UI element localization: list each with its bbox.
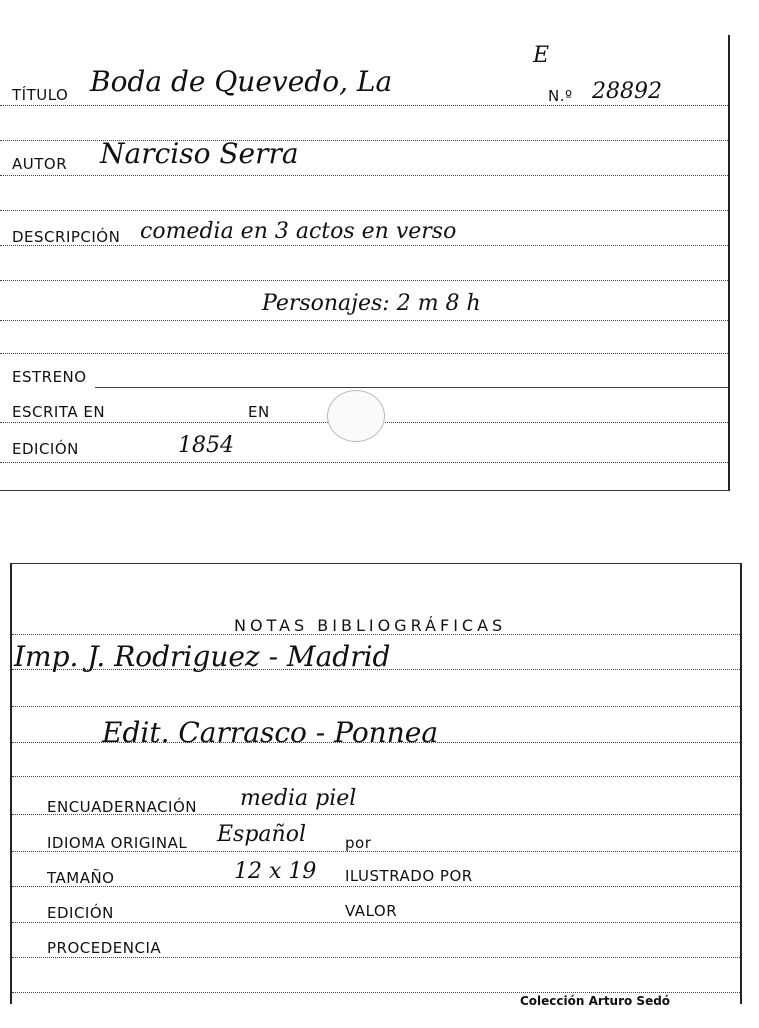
descripcion-value: comedia en 3 actos en verso <box>140 219 457 244</box>
encuadernacion-value: media piel <box>240 786 357 811</box>
numero-value: 28892 <box>592 79 662 104</box>
rule <box>95 387 728 388</box>
note-line-2: Edit. Carrasco - Ponnea <box>102 716 439 749</box>
collection-footer: Colección Arturo Sedó <box>520 994 671 1008</box>
en-label: EN <box>248 403 270 421</box>
encuadernacion-label: ENCUADERNACIÓN <box>47 798 198 816</box>
autor-value: Narciso Serra <box>100 137 299 170</box>
titulo-label: TÍTULO <box>12 86 69 104</box>
catalog-card-upper <box>0 35 730 491</box>
rule <box>12 922 740 923</box>
rule <box>0 353 728 354</box>
procedencia-label: PROCEDENCIA <box>47 939 162 957</box>
tamano-value: 12 x 19 <box>234 859 317 884</box>
edicion-value: 1854 <box>178 433 234 458</box>
idioma-label: IDIOMA ORIGINAL <box>47 834 188 852</box>
letter-mark: E <box>533 43 550 68</box>
rule <box>12 992 740 993</box>
rule <box>0 105 728 106</box>
por-label: por <box>345 834 372 852</box>
valor-label: VALOR <box>345 902 398 920</box>
tamano-label: TAMAÑO <box>47 869 115 887</box>
estreno-label: ESTRENO <box>12 368 87 386</box>
descripcion-label: DESCRIPCIÓN <box>12 228 121 246</box>
catalog-card-lower <box>10 563 742 1008</box>
idioma-value: Español <box>217 822 306 847</box>
rule <box>12 706 740 707</box>
ilustrado-label: ILUSTRADO POR <box>345 867 473 885</box>
escrita-label: ESCRITA EN <box>12 403 106 421</box>
rule <box>0 210 728 211</box>
rule <box>12 886 740 887</box>
rule <box>0 175 728 176</box>
rule <box>0 320 728 321</box>
stamp-mark <box>327 390 385 442</box>
titulo-value: Boda de Quevedo, La <box>90 65 393 98</box>
rule <box>12 776 740 777</box>
autor-label: AUTOR <box>12 155 68 173</box>
personajes-value: Personajes: 2 m 8 h <box>262 291 481 316</box>
rule <box>0 462 728 463</box>
edicion2-label: EDICIÓN <box>47 904 114 922</box>
edicion-label: EDICIÓN <box>12 440 79 458</box>
rule <box>12 957 740 958</box>
notas-header: NOTAS BIBLIOGRÁFICAS <box>234 616 507 635</box>
numero-label: N.º <box>548 87 573 105</box>
note-line-1: Imp. J. Rodriguez - Madrid <box>14 640 391 673</box>
rule <box>0 280 728 281</box>
